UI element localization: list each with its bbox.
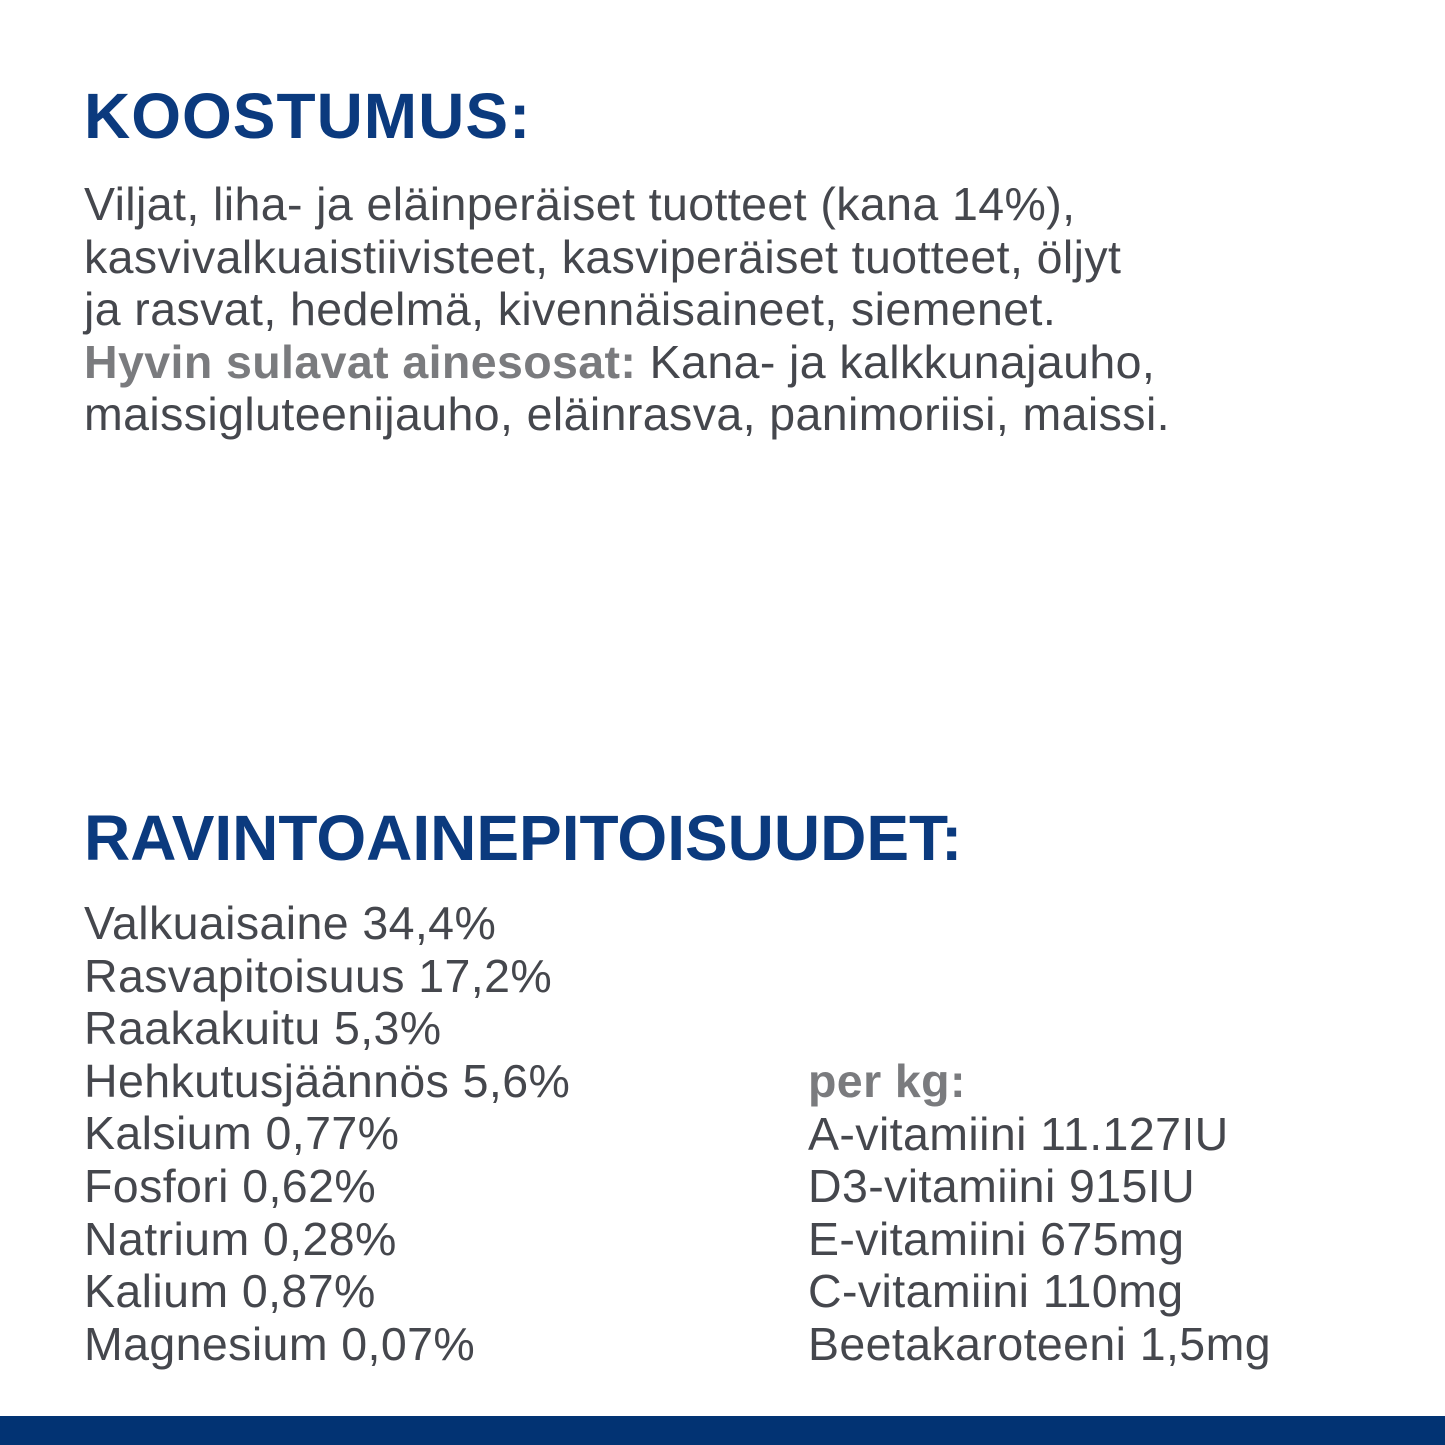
vitamin-item: D3-vitamiini 915IU (808, 1160, 1196, 1213)
nutrient-item: Kalium 0,87% (84, 1265, 376, 1318)
nutrient-item: Fosfori 0,62% (84, 1159, 377, 1212)
vitamin-list (808, 1055, 1271, 1371)
nutrient-item: Raakakuitu 5,3% (84, 1002, 442, 1055)
digestible-ingredients-line (84, 336, 1404, 389)
nutrient-item: Kalsium 0,77% (84, 1107, 400, 1160)
composition-text (84, 178, 1404, 441)
vitamin-item: Beetakaroteeni 1,5mg (808, 1317, 1271, 1370)
nutrient-item: Valkuaisaine 34,4% (84, 897, 497, 949)
nutrient-item: Magnesium 0,07% (84, 1317, 476, 1370)
vitamin-item: C-vitamiini 110mg (808, 1265, 1184, 1318)
nutrient-item: Rasvapitoisuus 17,2% (84, 949, 553, 1002)
vitamin-item: A-vitamiini 11.127IU (808, 1107, 1229, 1160)
footer-band (0, 1416, 1445, 1445)
composition-line: Viljat, liha- ja eläinperäiset tuotteet (kana 14%), (84, 178, 1076, 230)
nutrient-item: Hehkutusjäännös 5,6% (84, 1054, 571, 1107)
nutrition-heading: RAVINTOAINEPITOISUUDET: (84, 802, 963, 874)
digestible-ingredients-text: Kana- ja kalkkunajauho, (636, 335, 1156, 388)
composition-line: ja rasvat, hedelmä, kivennäisaineet, siemenet. (84, 283, 1057, 335)
nutrient-list (84, 897, 570, 1370)
digestible-ingredients-label: Hyvin sulavat ainesosat: (84, 335, 637, 388)
digestible-ingredients-line: maissigluteenijauho, eläinrasva, panimoriisi, maissi. (84, 388, 1170, 440)
composition-line: kasvivalkuaistiivisteet, kasviperäiset tuotteet, öljyt (84, 230, 1122, 283)
per-kg-label: per kg: (808, 1055, 966, 1107)
nutrient-item: Natrium 0,28% (84, 1212, 397, 1265)
vitamin-item: E-vitamiini 675mg (808, 1212, 1185, 1265)
composition-heading: KOOSTUMUS: (84, 80, 532, 152)
